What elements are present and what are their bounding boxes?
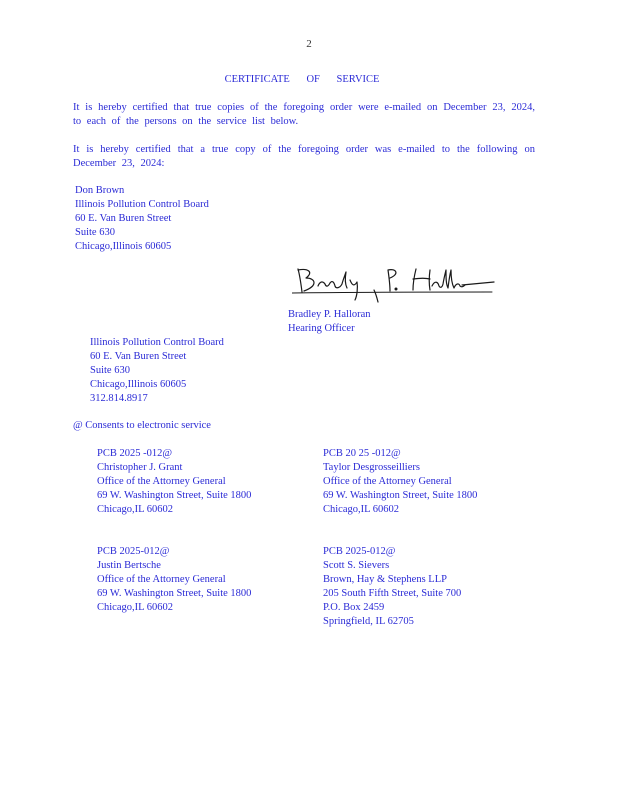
office-line: Illinois Pollution Control Board <box>90 337 224 348</box>
consent-note: @ Consents to electronic service <box>73 420 211 431</box>
page-number: 2 <box>306 38 312 50</box>
addressee-block <box>75 184 209 254</box>
party-city: Springfield, IL 62705 <box>323 616 414 627</box>
addressee-line: Illinois Pollution Control Board <box>75 199 209 210</box>
addressee-line: Don Brown <box>75 185 125 196</box>
party-office: Office of the Attorney General <box>97 476 226 487</box>
office-line: 60 E. Van Buren Street <box>90 351 187 362</box>
case-number: PCB 2025-012@ <box>97 546 170 557</box>
party-office: Office of the Attorney General <box>97 574 226 585</box>
party-name: Taylor Desgrosseilliers <box>323 462 420 473</box>
party-street: 69 W. Washington Street, Suite 1800 <box>97 490 252 501</box>
party-po-box: P.O. Box 2459 <box>323 602 385 613</box>
service-list-entry <box>323 545 461 629</box>
case-number: PCB 20 25 -012@ <box>323 448 401 459</box>
party-name: Justin Bertsche <box>97 560 161 571</box>
office-address-block <box>90 336 224 406</box>
party-office: Office of the Attorney General <box>323 476 452 487</box>
party-name: Scott S. Sievers <box>323 560 390 571</box>
certification-paragraph-2: It is hereby certified that a true copy of the foregoing order was e-mailed to the following on December 23, 2024: <box>73 144 535 169</box>
party-city: Chicago,IL 60602 <box>97 504 174 515</box>
certification-paragraph-1: It is hereby certified that true copies of the foregoing order were e-mailed on December 23, 2024, to each of the persons on the service list below. <box>73 102 535 127</box>
addressee-line: 60 E. Van Buren Street <box>75 213 172 224</box>
signer-title: Hearing Officer <box>288 323 355 334</box>
party-city: Chicago,IL 60602 <box>97 602 174 613</box>
party-street: 69 W. Washington Street, Suite 1800 <box>323 490 478 501</box>
certificate-title: CERTIFICATE OF SERVICE <box>224 74 380 85</box>
office-line: Suite 630 <box>90 365 130 376</box>
case-number: PCB 2025 -012@ <box>97 448 173 459</box>
office-phone: 312.814.8917 <box>90 393 148 404</box>
signature-block <box>288 308 371 336</box>
office-line: Chicago,Illinois 60605 <box>90 379 187 390</box>
handwritten-signature <box>292 266 496 306</box>
party-name: Christopher J. Grant <box>97 462 183 473</box>
party-street: 205 South Fifth Street, Suite 700 <box>323 588 462 599</box>
party-office: Brown, Hay & Stephens LLP <box>323 574 447 585</box>
service-list-entry <box>97 447 251 517</box>
party-city: Chicago,IL 60602 <box>323 504 400 515</box>
signer-name: Bradley P. Halloran <box>288 309 371 320</box>
service-list-entry <box>323 447 477 517</box>
case-number: PCB 2025-012@ <box>323 546 396 557</box>
addressee-line: Chicago,Illinois 60605 <box>75 241 172 252</box>
party-street: 69 W. Washington Street, Suite 1800 <box>97 588 252 599</box>
service-list-entry <box>97 545 251 615</box>
addressee-line: Suite 630 <box>75 227 115 238</box>
